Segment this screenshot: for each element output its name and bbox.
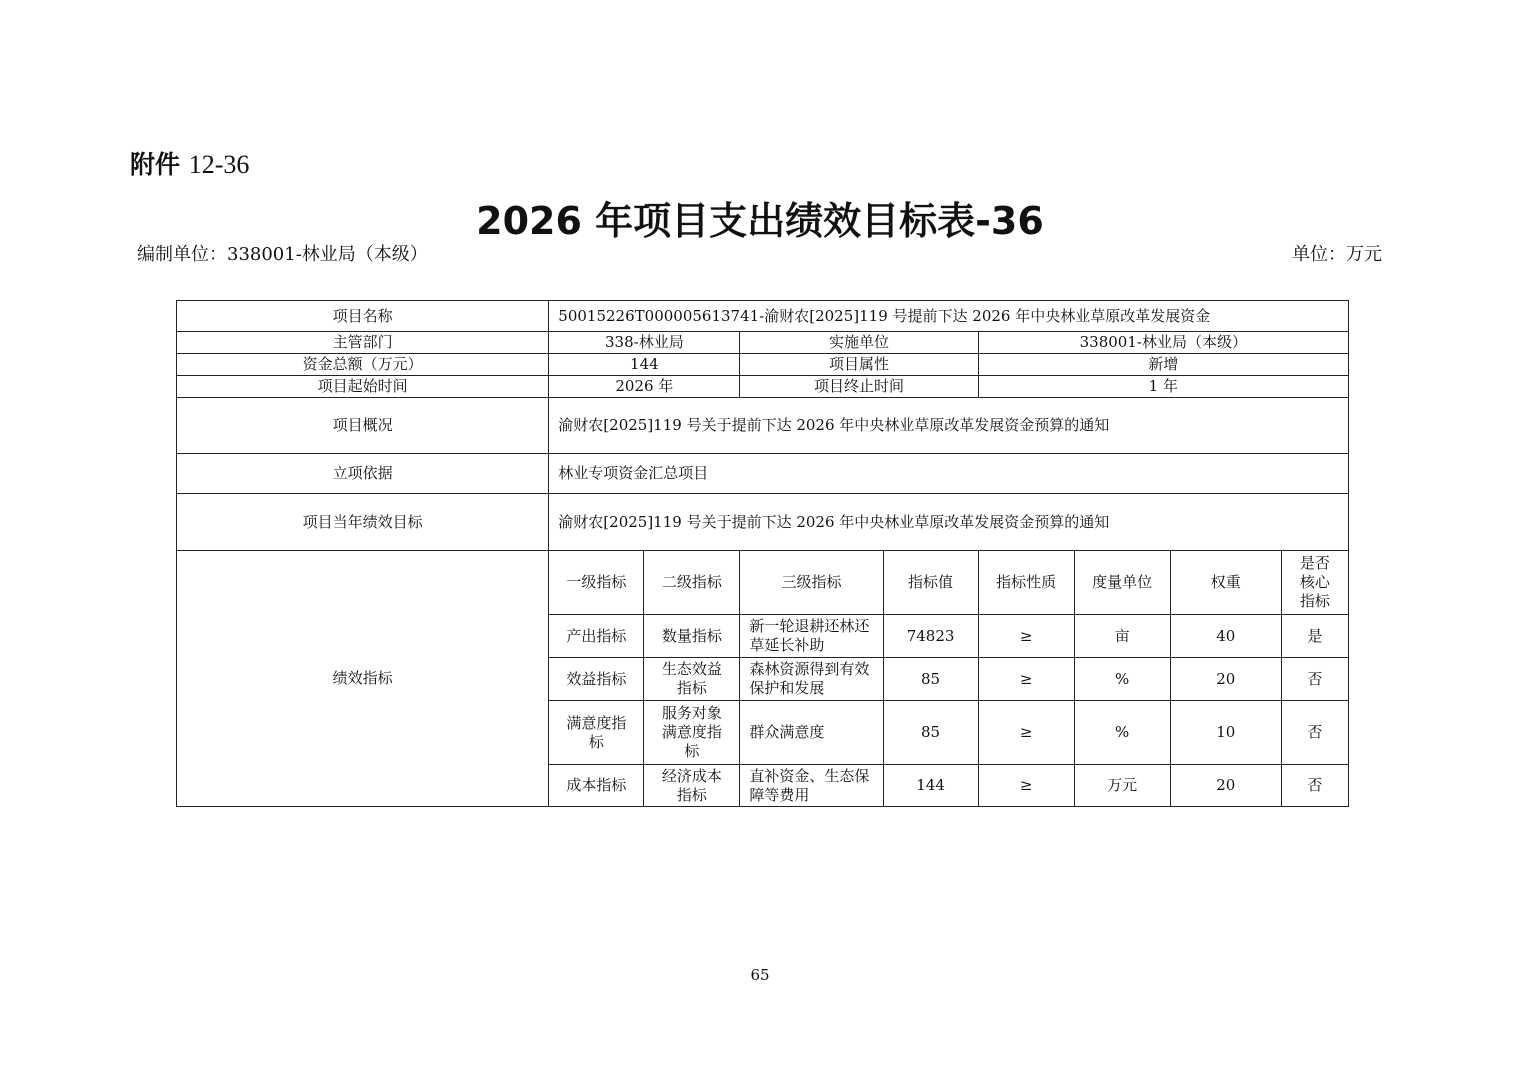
cell-nature: ≥ [978,701,1074,765]
label-overview: 项目概况 [177,398,549,454]
cell-unit: 亩 [1074,615,1170,658]
cell-weight: 10 [1170,701,1281,765]
value-annual-goal: 渝财农[2025]119 号关于提前下达 2026 年中央林业草原改革发展资金预算的通知 [549,494,1349,551]
cell-weight: 20 [1170,658,1281,701]
attachment-label-text: 附件 [130,150,181,179]
label-department: 主管部门 [177,332,549,354]
cell-core: 否 [1281,658,1348,701]
label-basis: 立项依据 [177,454,549,494]
value-start-time: 2026 年 [549,376,740,398]
cell-level1: 成本指标 [549,765,644,807]
value-end-time: 1 年 [978,376,1348,398]
cell-unit: % [1074,701,1170,765]
cell-unit: % [1074,658,1170,701]
value-basis: 林业专项资金汇总项目 [549,454,1349,494]
cell-nature: ≥ [978,658,1074,701]
label-annual-goal: 项目当年绩效目标 [177,494,549,551]
cell-nature: ≥ [978,615,1074,658]
cell-value: 74823 [883,615,978,658]
cell-level1: 产出指标 [549,615,644,658]
label-indicators: 绩效指标 [177,551,549,807]
label-fund-total: 资金总额（万元） [177,354,549,376]
header-nature: 指标性质 [978,551,1074,615]
cell-level3: 群众满意度 [740,701,883,765]
value-project-name: 50015226T000005613741-渝财农[2025]119 号提前下达 2026 年中央林业草原改革发展资金 [549,301,1349,332]
performance-target-table [176,300,1349,807]
value-fund-total: 144 [549,354,740,376]
cell-level3: 直补资金、生态保障等费用 [740,765,883,807]
cell-level1: 满意度指标 [549,701,644,765]
header-weight: 权重 [1170,551,1281,615]
label-implementing-unit: 实施单位 [740,332,978,354]
label-end-time: 项目终止时间 [740,376,978,398]
currency-unit: 单位：万元 [1292,244,1382,265]
value-implementing-unit: 338001-林业局（本级） [978,332,1348,354]
label-start-time: 项目起始时间 [177,376,549,398]
cell-core: 否 [1281,765,1348,807]
cell-level3: 森林资源得到有效保护和发展 [740,658,883,701]
cell-level3: 新一轮退耕还林还草延长补助 [740,615,883,658]
cell-level2: 数量指标 [644,615,740,658]
value-overview: 渝财农[2025]119 号关于提前下达 2026 年中央林业草原改革发展资金预算的通知 [549,398,1349,454]
cell-level2: 生态效益指标 [644,658,740,701]
cell-level2: 服务对象满意度指标 [644,701,740,765]
cell-value: 144 [883,765,978,807]
row-basis [177,454,1349,494]
cell-value: 85 [883,701,978,765]
header-core: 是否核心指标 [1281,551,1348,615]
row-annual-goal [177,494,1349,551]
page-number: 65 [750,966,770,984]
cell-nature: ≥ [978,765,1074,807]
header-level2: 二级指标 [644,551,740,615]
row-overview [177,398,1349,454]
indicator-header-row [177,551,1349,615]
value-department: 338-林业局 [549,332,740,354]
value-project-attribute: 新增 [978,354,1348,376]
cell-unit: 万元 [1074,765,1170,807]
attachment-number: 12-36 [188,150,250,179]
cell-weight: 20 [1170,765,1281,807]
label-project-name: 项目名称 [177,301,549,332]
cell-core: 否 [1281,701,1348,765]
cell-level1: 效益指标 [549,658,644,701]
label-project-attribute: 项目属性 [740,354,978,376]
row-fund [177,354,1349,376]
header-level1: 一级指标 [549,551,644,615]
cell-weight: 40 [1170,615,1281,658]
attachment-label [130,145,249,181]
cell-value: 85 [883,658,978,701]
row-project-name [177,301,1349,332]
compiling-unit: 编制单位：338001-林业局（本级） [137,244,428,265]
header-value: 指标值 [883,551,978,615]
cell-core: 是 [1281,615,1348,658]
page-title: 2026 年项目支出绩效目标表-36 [476,199,1044,243]
row-time [177,376,1349,398]
header-level3: 三级指标 [740,551,883,615]
cell-level2: 经济成本指标 [644,765,740,807]
header-unit: 度量单位 [1074,551,1170,615]
row-department [177,332,1349,354]
